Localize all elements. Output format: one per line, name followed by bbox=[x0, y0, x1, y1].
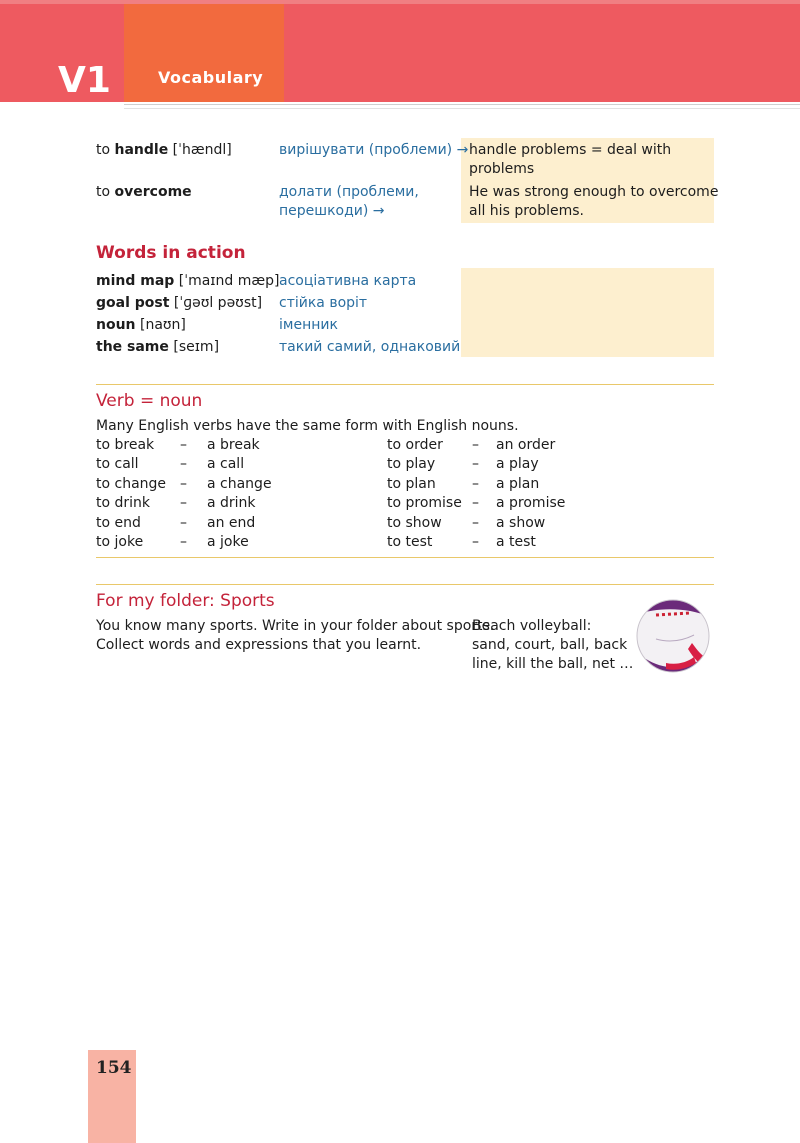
entry-overcome bbox=[96, 183, 192, 202]
dash: – bbox=[180, 437, 187, 453]
verb-item: to promise bbox=[387, 495, 462, 512]
verb-item: to drink bbox=[96, 495, 151, 512]
noun-item: an end bbox=[207, 514, 256, 531]
dash: – bbox=[472, 533, 479, 550]
verb-item: to play bbox=[387, 456, 436, 473]
entry-translation: вирішувати (проблеми) → bbox=[279, 142, 469, 158]
noun-list-right bbox=[496, 436, 565, 552]
verb-item: to end bbox=[96, 514, 141, 531]
dash: – bbox=[472, 514, 479, 531]
dash: – bbox=[180, 495, 187, 512]
noun-item: a call bbox=[207, 456, 245, 473]
note-line: handle problems = deal with bbox=[469, 142, 672, 158]
dash: – bbox=[180, 456, 187, 473]
page-number: 154 bbox=[96, 1058, 132, 1078]
unit-code: V1 bbox=[58, 60, 111, 101]
entry-prefix: to bbox=[96, 142, 115, 158]
wia-translation: асоціативна карта bbox=[279, 273, 417, 289]
words-in-action-heading: Words in action bbox=[96, 243, 246, 263]
dash: – bbox=[180, 514, 187, 531]
verb-item: to change bbox=[96, 475, 167, 492]
noun-item: a change bbox=[207, 475, 272, 492]
noun-item: a plan bbox=[496, 475, 540, 492]
dash: – bbox=[180, 475, 187, 492]
section-name: Vocabulary bbox=[158, 68, 264, 87]
wia-phonetic: [ˈɡəʊl pəʊst] bbox=[169, 295, 263, 311]
wia-item bbox=[96, 294, 262, 313]
verb-list-left bbox=[96, 436, 166, 552]
header-divider bbox=[124, 104, 800, 105]
verb-item: to call bbox=[96, 456, 139, 473]
verb-item: to break bbox=[96, 437, 155, 453]
wia-item bbox=[96, 316, 186, 335]
header-top-strip bbox=[0, 0, 800, 4]
verb-item: to test bbox=[387, 533, 433, 550]
verb-noun-heading: Verb = noun bbox=[96, 391, 203, 411]
noun-item: a break bbox=[207, 437, 260, 453]
dash-column-right bbox=[472, 436, 479, 552]
note-line: problems bbox=[469, 161, 535, 177]
folder-example-line: line, kill the ball, net … bbox=[472, 656, 634, 672]
wia-word: noun bbox=[96, 317, 136, 333]
folder-text-line: Collect words and expressions that you learnt. bbox=[96, 637, 422, 653]
entry-word: overcome bbox=[114, 184, 192, 200]
noun-item: a show bbox=[496, 514, 546, 531]
dash: – bbox=[472, 495, 479, 512]
entry-word: handle bbox=[114, 142, 169, 158]
verb-item: to plan bbox=[387, 475, 436, 492]
entry-handle bbox=[96, 141, 232, 160]
wia-word: goal post bbox=[96, 295, 170, 311]
noun-list-left bbox=[207, 436, 272, 552]
noun-item: a test bbox=[496, 533, 536, 550]
wia-phonetic: [naʊn] bbox=[135, 317, 186, 333]
verb-item: to show bbox=[387, 514, 442, 531]
entry-phonetic: [ˈhændl] bbox=[168, 142, 232, 158]
header-band bbox=[0, 0, 800, 102]
section-tab bbox=[124, 4, 284, 102]
wia-word: the same bbox=[96, 339, 169, 355]
wia-translation: стійка воріт bbox=[279, 295, 368, 311]
verb-item: to order bbox=[387, 437, 443, 453]
wia-word: mind map bbox=[96, 273, 175, 289]
wia-translation: іменник bbox=[279, 317, 338, 333]
dash: – bbox=[472, 456, 479, 473]
dash-column-left bbox=[180, 436, 187, 552]
volleyball-icon bbox=[636, 599, 710, 673]
folder-heading: For my folder: Sports bbox=[96, 591, 275, 611]
dash: – bbox=[472, 437, 479, 453]
wia-item bbox=[96, 272, 279, 291]
verb-noun-bottom-rule bbox=[96, 557, 714, 558]
folder-top-rule bbox=[96, 584, 714, 585]
wia-item bbox=[96, 338, 219, 357]
dash: – bbox=[180, 533, 187, 550]
note-box-words bbox=[461, 268, 714, 357]
note-line: all his problems. bbox=[469, 203, 584, 219]
header-divider-secondary bbox=[124, 108, 800, 109]
verb-item: to joke bbox=[96, 533, 144, 550]
entry-translation-line2: перешкоди) → bbox=[279, 203, 385, 219]
entry-prefix: to bbox=[96, 184, 115, 200]
dash: – bbox=[472, 475, 479, 492]
folder-example-line: sand, court, ball, back bbox=[472, 637, 628, 653]
verb-list-right bbox=[387, 436, 462, 552]
noun-item: a play bbox=[496, 456, 539, 473]
noun-item: an order bbox=[496, 437, 556, 453]
note-line: He was strong enough to overcome bbox=[469, 184, 719, 200]
wia-translation: такий самий, однаковий bbox=[279, 339, 461, 355]
noun-item: a promise bbox=[496, 495, 566, 512]
entry-translation-line1: долати (проблеми, bbox=[279, 184, 419, 200]
verb-noun-top-rule bbox=[96, 384, 714, 385]
verb-noun-intro: Many English verbs have the same form with English nouns. bbox=[96, 418, 519, 434]
noun-item: a drink bbox=[207, 495, 256, 512]
noun-item: a joke bbox=[207, 533, 249, 550]
wia-phonetic: [seɪm] bbox=[168, 339, 220, 355]
folder-text-line: You know many sports. Write in your folder about sports. bbox=[96, 618, 495, 634]
folder-example-line: Beach volleyball: bbox=[472, 618, 592, 634]
wia-phonetic: [ˈmaɪnd mæp] bbox=[174, 273, 280, 289]
